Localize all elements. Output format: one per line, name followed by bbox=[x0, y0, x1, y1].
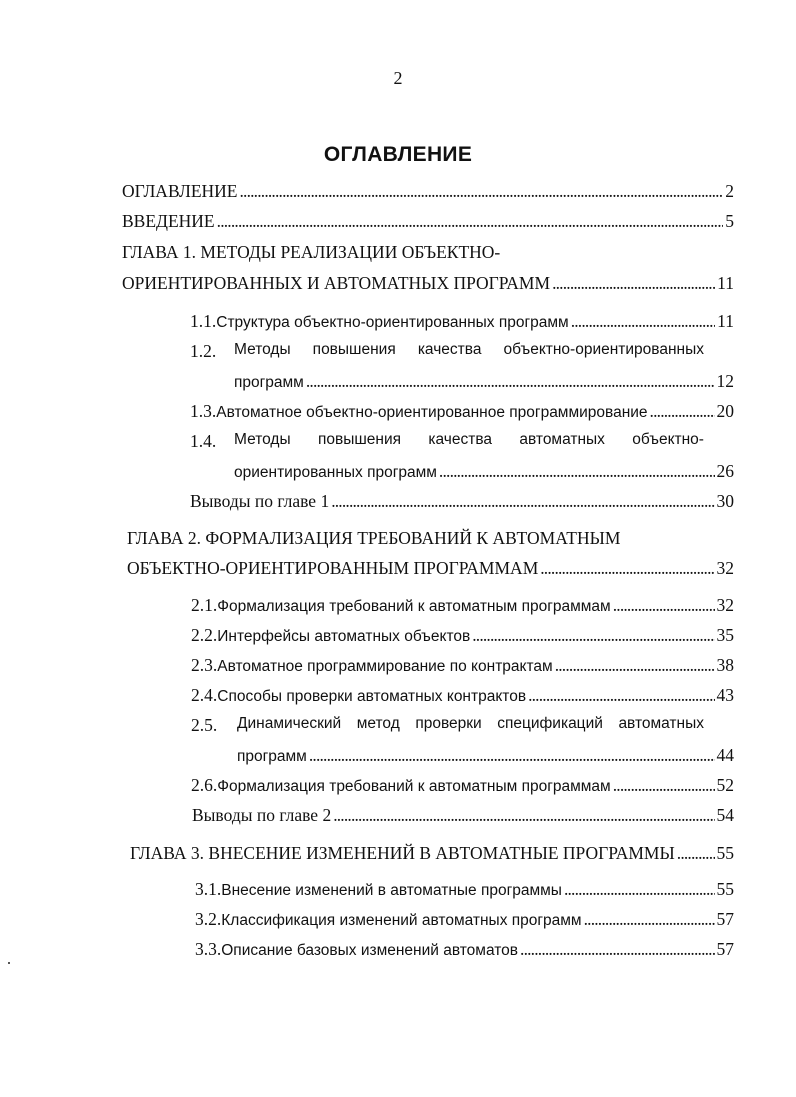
toc-entry-page: 30 bbox=[716, 491, 734, 511]
section-number: 2.1. bbox=[191, 595, 218, 615]
leader-dots bbox=[472, 625, 714, 646]
toc-entry-label: ОРИЕНТИРОВАННЫХ И АВТОМАТНЫХ ПРОГРАММ bbox=[122, 273, 551, 293]
toc-entry-page: 57 bbox=[716, 939, 734, 959]
toc-entry-2-3 bbox=[191, 655, 734, 676]
leader-dots bbox=[552, 273, 715, 294]
chapter-1-heading-line2 bbox=[122, 273, 734, 294]
leader-dots bbox=[571, 311, 715, 332]
chapter-2-heading-line2 bbox=[127, 558, 734, 579]
leader-dots bbox=[520, 939, 714, 960]
leader-dots bbox=[528, 685, 714, 706]
toc-entry-1-2-line2 bbox=[234, 371, 734, 392]
leader-dots bbox=[613, 775, 715, 796]
leader-dots bbox=[309, 745, 715, 766]
section-number: 1.1. bbox=[190, 311, 217, 331]
section-number: 1.2. bbox=[190, 341, 217, 361]
toc-entry-page: 2 bbox=[725, 181, 734, 201]
toc-entry-label: Классификация изменений автоматных программ bbox=[221, 912, 582, 929]
toc-entry-page: 32 bbox=[716, 595, 734, 615]
toc-entry-2-6 bbox=[191, 775, 734, 796]
label-word: Динамический bbox=[237, 715, 342, 732]
toc-entry-page: 35 bbox=[716, 625, 734, 645]
toc-entry-2-5-line1 bbox=[191, 715, 704, 736]
toc-entry-page: 55 bbox=[716, 879, 734, 899]
toc-entry-3-3 bbox=[195, 939, 734, 960]
toc-entry-label: ОБЪЕКТНО-ОРИЕНТИРОВАННЫМ ПРОГРАММАМ bbox=[127, 558, 539, 578]
label-word: качества bbox=[417, 341, 482, 358]
label-word: проверки bbox=[415, 715, 482, 732]
leader-dots bbox=[564, 879, 715, 900]
toc-entry-page: 55 bbox=[716, 843, 734, 863]
toc-entry-label: программ bbox=[237, 748, 307, 765]
toc-entry-toc bbox=[122, 181, 734, 202]
toc-entry-intro bbox=[122, 211, 734, 232]
leader-dots bbox=[331, 491, 714, 512]
leader-dots bbox=[439, 461, 715, 482]
toc-entry-label: Формализация требований к автоматным программам bbox=[217, 778, 611, 795]
toc-entry-label: Описание базовых изменений автоматов bbox=[221, 942, 519, 959]
toc-entry-page: 57 bbox=[716, 909, 734, 929]
toc-entry-page: 11 bbox=[717, 311, 734, 331]
leader-dots bbox=[555, 655, 715, 676]
label-word: спецификаций bbox=[497, 715, 603, 732]
toc-entry-page: 54 bbox=[716, 805, 734, 825]
toc-entry-1-1 bbox=[190, 311, 734, 332]
label-word: повышения bbox=[317, 431, 402, 448]
leader-dots bbox=[239, 181, 723, 202]
label-word: метод bbox=[356, 715, 400, 732]
section-number: 3.2. bbox=[195, 909, 222, 929]
toc-entry-label: ОГЛАВЛЕНИЕ bbox=[122, 181, 238, 201]
section-number: 1.3. bbox=[190, 401, 217, 421]
label-word: повышения bbox=[312, 341, 396, 358]
label-word: автоматных bbox=[618, 715, 704, 732]
section-number: 2.4. bbox=[191, 685, 218, 705]
toc-entry-label: программ bbox=[234, 374, 304, 391]
toc-entry-page: 5 bbox=[725, 211, 734, 231]
toc-entry-3-1 bbox=[195, 879, 734, 900]
section-number: 3.1. bbox=[195, 879, 222, 899]
label-word: автоматных bbox=[519, 431, 605, 448]
section-number: 3.3. bbox=[195, 939, 222, 959]
toc-entry-page: 20 bbox=[716, 401, 734, 421]
toc-entry-label: ГЛАВА 2. ФОРМАЛИЗАЦИЯ ТРЕБОВАНИЙ К АВТОМАТНЫМ bbox=[127, 528, 621, 548]
toc-entry-1-4-line2 bbox=[234, 461, 734, 482]
toc-entry-label: Автоматное программирование по контрактам bbox=[217, 658, 553, 675]
chapter-3-heading bbox=[130, 843, 734, 864]
chapter-1-heading-line1 bbox=[122, 242, 500, 263]
chapter-2-heading-line1 bbox=[127, 528, 620, 549]
toc-entry-label: ориентированных программ bbox=[234, 464, 437, 481]
label-word: качества bbox=[428, 431, 493, 448]
section-number: 1.4. bbox=[190, 431, 217, 451]
section-number: 2.2. bbox=[191, 625, 218, 645]
toc-entry-2-1 bbox=[191, 595, 734, 616]
toc-entry-3-2 bbox=[195, 909, 734, 930]
toc-entry-page: 38 bbox=[716, 655, 734, 675]
label-word: Методы bbox=[234, 341, 291, 358]
leader-dots bbox=[306, 371, 715, 392]
leader-dots bbox=[540, 558, 714, 579]
leader-dots bbox=[677, 843, 715, 864]
toc-entry-1-4-line1 bbox=[190, 431, 704, 452]
toc-entry-page: 11 bbox=[717, 273, 734, 293]
toc-entry-2-2 bbox=[191, 625, 734, 646]
leader-dots bbox=[217, 211, 724, 232]
toc-entry-label: Выводы по главе 2 bbox=[192, 805, 332, 825]
toc-entry-label: Формализация требований к автоматным программам bbox=[217, 598, 611, 615]
label-word: объектно- bbox=[632, 431, 704, 448]
toc-entry-page: 43 bbox=[716, 685, 734, 705]
section-number: 2.6. bbox=[191, 775, 218, 795]
toc-entry-label: Автоматное объектно-ориентированное программирование bbox=[216, 404, 648, 421]
toc-entry-page: 32 bbox=[716, 558, 734, 578]
toc-entry-1-3 bbox=[190, 401, 734, 422]
leader-dots bbox=[584, 909, 715, 930]
toc-entry-label: ВВЕДЕНИЕ bbox=[122, 211, 215, 231]
toc-entry-label: Внесение изменений в автоматные программы bbox=[221, 882, 562, 899]
page-number: 2 bbox=[393, 68, 403, 88]
toc-entry-1-2-line1 bbox=[190, 341, 704, 362]
toc-entry-2-4 bbox=[191, 685, 734, 706]
toc-entry-2-5-line2 bbox=[237, 745, 734, 766]
section-number: 2.3. bbox=[191, 655, 218, 675]
scan-speck bbox=[8, 962, 10, 964]
toc-entry-conclusions-1 bbox=[190, 491, 734, 512]
toc-entry-page: 26 bbox=[716, 461, 734, 481]
leader-dots bbox=[333, 805, 714, 826]
toc-entry-page: 44 bbox=[716, 745, 734, 765]
toc-entry-label: ГЛАВА 3. ВНЕСЕНИЕ ИЗМЕНЕНИЙ В АВТОМАТНЫЕ ПРОГРАММЫ bbox=[130, 843, 675, 863]
toc-entry-label: Структура объектно-ориентированных программ bbox=[216, 314, 569, 331]
toc-entry-label: Выводы по главе 1 bbox=[190, 491, 330, 511]
leader-dots bbox=[650, 401, 715, 422]
page-title: ОГЛАВЛЕНИЕ bbox=[323, 143, 473, 166]
toc-entry-page: 52 bbox=[716, 775, 734, 795]
toc-entry-label: Интерфейсы автоматных объектов bbox=[217, 628, 471, 645]
section-number: 2.5. bbox=[191, 715, 218, 735]
leader-dots bbox=[613, 595, 715, 616]
toc-entry-label: Способы проверки автоматных контрактов bbox=[217, 688, 527, 705]
toc-entry-conclusions-2 bbox=[192, 805, 734, 826]
label-word: объектно-ориентированных bbox=[503, 341, 704, 358]
toc-entry-page: 12 bbox=[716, 371, 734, 391]
toc-entry-label: ГЛАВА 1. МЕТОДЫ РЕАЛИЗАЦИИ ОБЪЕКТНО- bbox=[122, 242, 501, 262]
label-word: Методы bbox=[234, 431, 291, 448]
